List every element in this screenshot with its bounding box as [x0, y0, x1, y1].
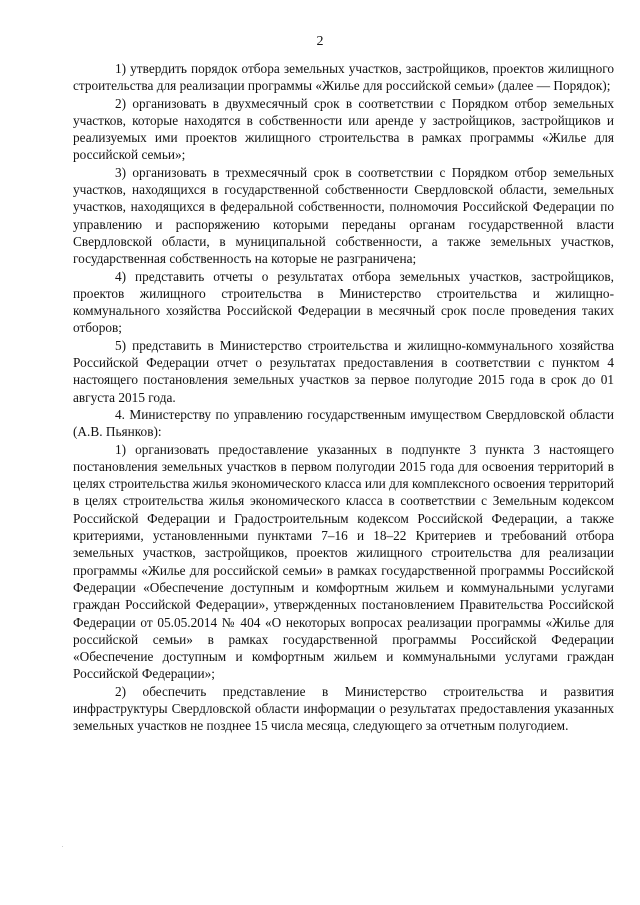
paragraph-item-1-approve-procedure: 1) утвердить порядок отбора земельных участков, застройщиков, проектов жилищного строительства для реализации программы «Жилье для российской семьи» (далее — Порядок); [73, 61, 614, 94]
paragraph-section-4-ministry: 4. Министерству по управлению государственным имуществом Свердловской области (А.В. Пьянков): [73, 406, 614, 440]
document-body [73, 60, 614, 735]
paragraph-item-2-two-month-selection: 2) организовать в двухмесячный срок в соответствии с Порядком отбор земельных участков, которые находятся в собственности или аренде у застройщиков, застройщиков и реализуемых ими проектов жилищного строительства в рамках программы «Жилье для российской семьи»; [73, 95, 614, 163]
paragraph-item-5-submit-report: 5) представить в Министерство строительства и жилищно-коммунального хозяйства Российской Федерации отчет о результатах предоставления в соответствии с пунктом 4 настоящего постановления земельных участков за первое полугодие 2015 года в срок до 01 августа 2015 года. [73, 337, 614, 405]
paragraph-section-4-item-1: 1) организовать предоставление указанных в подпункте 3 пункта 3 настоящего постановления земельных участков в первом полугодии 2015 года для освоения территорий в целях строительства жилья экономического класса или для комплексного освоения территорий в целях строительства жилья экономического класса в соответствии с Земельным кодексом Российской Федерации и Градостроительным кодексом Российской Федерации, а также критериями, установленными пунктами 7–16 и 18–22 Критериев и требований отбора земельных участков, застройщиков, проектов жилищного строительства для реализации программы «Жилье для российской семьи» в рамках государственной программы Российской Федерации «Обеспечение доступным и комфортным жильем и коммунальными услугами граждан Российской Федерации», утвержденных постановлением Правительства Российской Федерации от 05.05.2014 № 404 «О некоторых вопросах реализации программы «Жилье для российской семьи» в рамках государственной программы Российской Федерации «Обеспечение доступным и комфортным жильем и коммунальными услугами граждан Российской Федерации»; [73, 441, 614, 682]
scan-speck [62, 846, 63, 847]
paragraph-item-4-submit-reports: 4) представить отчеты о результатах отбора земельных участков, застройщиков, проектов жилищного строительства в Министерство строительства и жилищно-коммунального хозяйства Российской Федерации в месячный срок после проведения таких отборов; [73, 268, 614, 336]
page-number: 2 [316, 34, 324, 49]
paragraph-item-3-three-month-selection: 3) организовать в трехмесячный срок в соответствии с Порядком отбор земельных участков, находящихся в государственной собственности Свердловской области, земельных участков, находящихся в федеральной собственности, полномочия Российской Федерации по управлению и распоряжению которыми переданы органам государственной власти Свердловской области, в муниципальной собственности, а также земельных участков, государственная собственность на которые не разграничена; [73, 164, 614, 267]
paragraph-section-4-item-2: 2) обеспечить представление в Министерство строительства и развития инфраструктуры Свердловской области информации о результатах предоставления указанных земельных участков не позднее 15 числа месяца, следующего за отчетным полугодием. [73, 683, 614, 734]
